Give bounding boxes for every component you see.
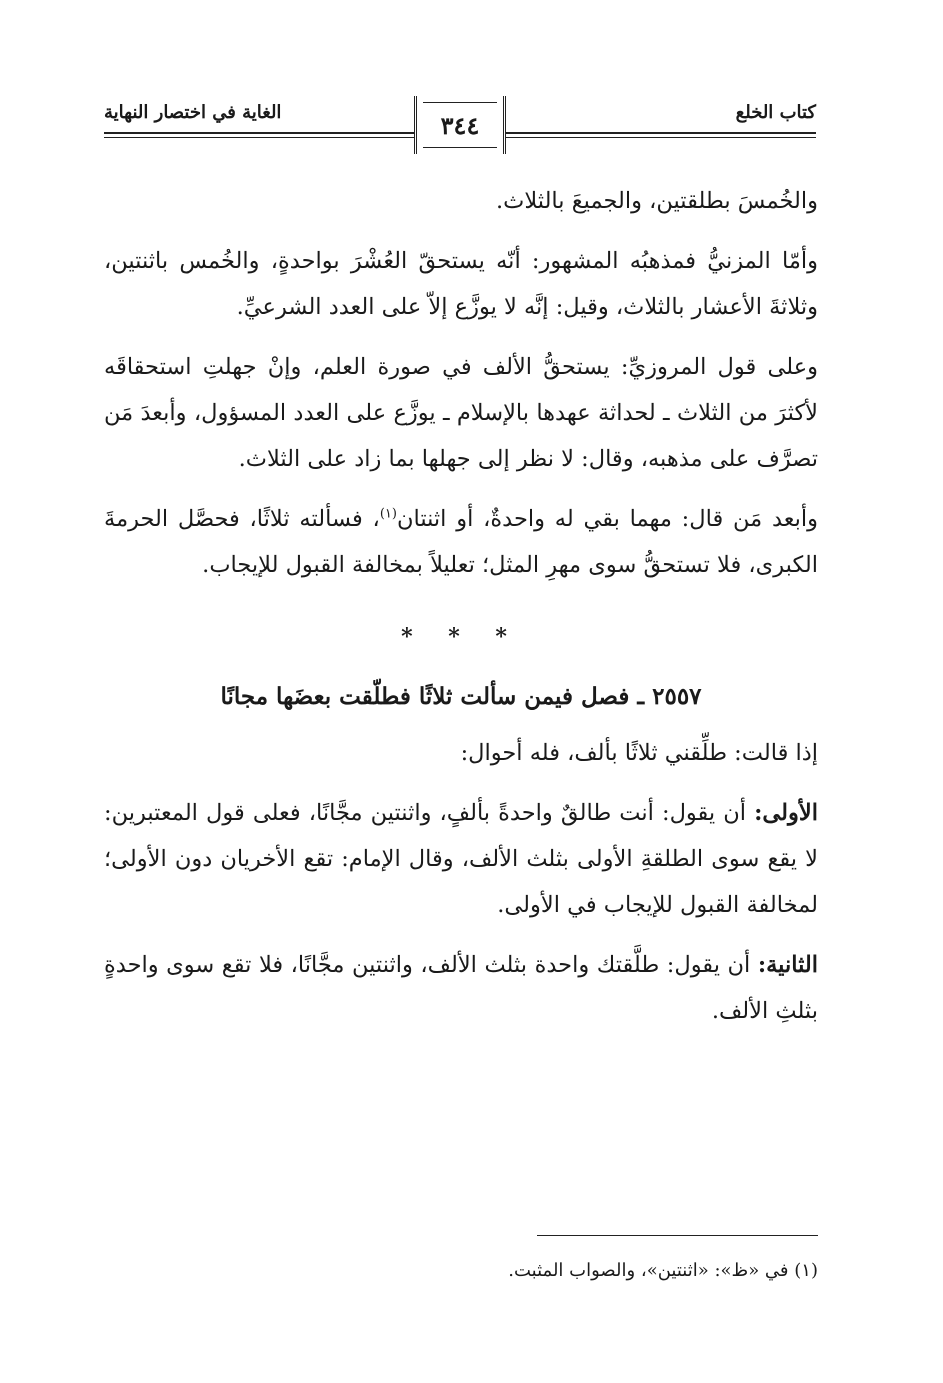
paragraph-7	[104, 942, 818, 1034]
paragraph-3: وعلى قول المروزيِّ: يستحقُّ الألف في صورة العلم، وإنْ جهلتِ استحقاقَه لأكثرَ من الثلاث ـ لحداثة عهدها بالإسلام ـ يوزَّع على العدد المسؤول، وأبعدَ مَن تصرَّف على مذهبه، وقال: لا نظر إلى جهلها بما زاد على الثلاث.	[104, 354, 818, 472]
running-header	[104, 96, 816, 148]
footnote-number: (١)	[794, 1260, 818, 1281]
section-heading: ٢٥٥٧ ـ فصل فيمن سألت ثلاثًا فطلّقت بعضَها مجانًا	[220, 683, 702, 710]
case-2-label: الثانية:	[757, 952, 818, 978]
case-1-text: أن يقول: أنت طالقٌ واحدةً بألفٍ، واثنتين مجَّانًا، فعلى قول المعتبرين: لا يقع سوى الطلقةِ الأولى بثلث الألف، وقال الإمام: تقع الأخريان دون الأولى؛ لمخالفة القبول للإيجاب في الأولى.	[104, 800, 818, 918]
paragraph-4	[104, 496, 818, 588]
page-body	[104, 178, 818, 1048]
page-number-frame	[414, 96, 506, 154]
paragraph-5: إذا قالت: طلِّقني ثلاثًا بألف، فله أحوال:	[460, 740, 818, 766]
paragraph-1: والخُمسَ بطلقتين، والجميعَ بالثلاث.	[496, 188, 818, 214]
footnote-rule	[537, 1235, 818, 1236]
page-number: ٣٤٤	[440, 110, 480, 140]
paragraph-4-part-a: وأبعد مَن قال: مهما بقي له واحدةٌ، أو اثنتان	[396, 506, 818, 532]
paragraph-4-part-b: ، فسألته ثلاثًا، فحصَّل الحرمةَ الكبرى، فلا تستحقُّ سوى مهرِ المثل؛ تعليلاً بمخالفة القبول للإيجاب.	[104, 506, 818, 578]
chapter-title: كتاب الخلع	[735, 102, 816, 123]
book-title: الغاية في اختصار النهاية	[104, 102, 282, 123]
footnote-reference: (١)	[379, 506, 397, 522]
paragraph-6	[104, 790, 818, 928]
case-2-text: أن يقول: طلَّقتك واحدة بثلث الألف، واثنتين مجَّانًا، فلا تقع سوى واحدةٍ بثلثِ الألف.	[104, 952, 818, 1024]
case-1-label: الأولى:	[754, 800, 818, 826]
paragraph-2: وأمّا المزنيُّ فمذهبُه المشهور: أنّه يستحقّ العُشْرَ بواحدةٍ، والخُمس باثنتين، وثلاثةَ الأعشار بالثلاث، وقيل: إنَّه لا يوزَّع إلاّ على العدد الشرعيِّ.	[104, 248, 818, 320]
footnote-text: في «ظ»: «اثنتين»، والصواب المثبت.	[508, 1260, 795, 1281]
section-separator: * * *	[401, 624, 521, 650]
footnote	[104, 1256, 818, 1286]
